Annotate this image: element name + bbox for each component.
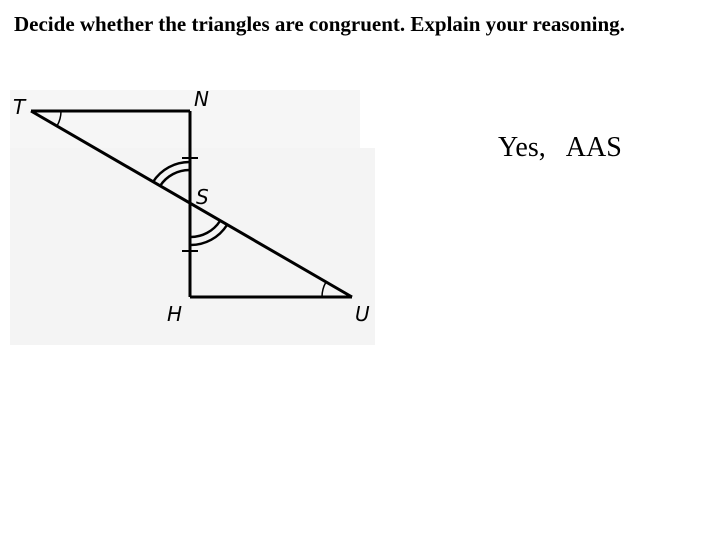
figure-background: [10, 148, 375, 345]
figure-background-top: [10, 90, 360, 148]
question-text: Decide whether the triangles are congruent. Explain your reasoning.: [14, 12, 625, 36]
vertex-label-H: H: [167, 302, 183, 326]
triangle-figure: [10, 90, 375, 345]
answer-reason: AAS: [565, 132, 622, 163]
answer-verdict: Yes,: [498, 132, 546, 163]
triangle-diagram: [10, 90, 375, 345]
vertex-label-S: S: [196, 185, 209, 209]
vertex-label-N: N: [194, 90, 209, 111]
vertex-label-U: U: [355, 302, 370, 326]
vertex-label-T: T: [13, 95, 26, 119]
answer: [498, 132, 622, 164]
